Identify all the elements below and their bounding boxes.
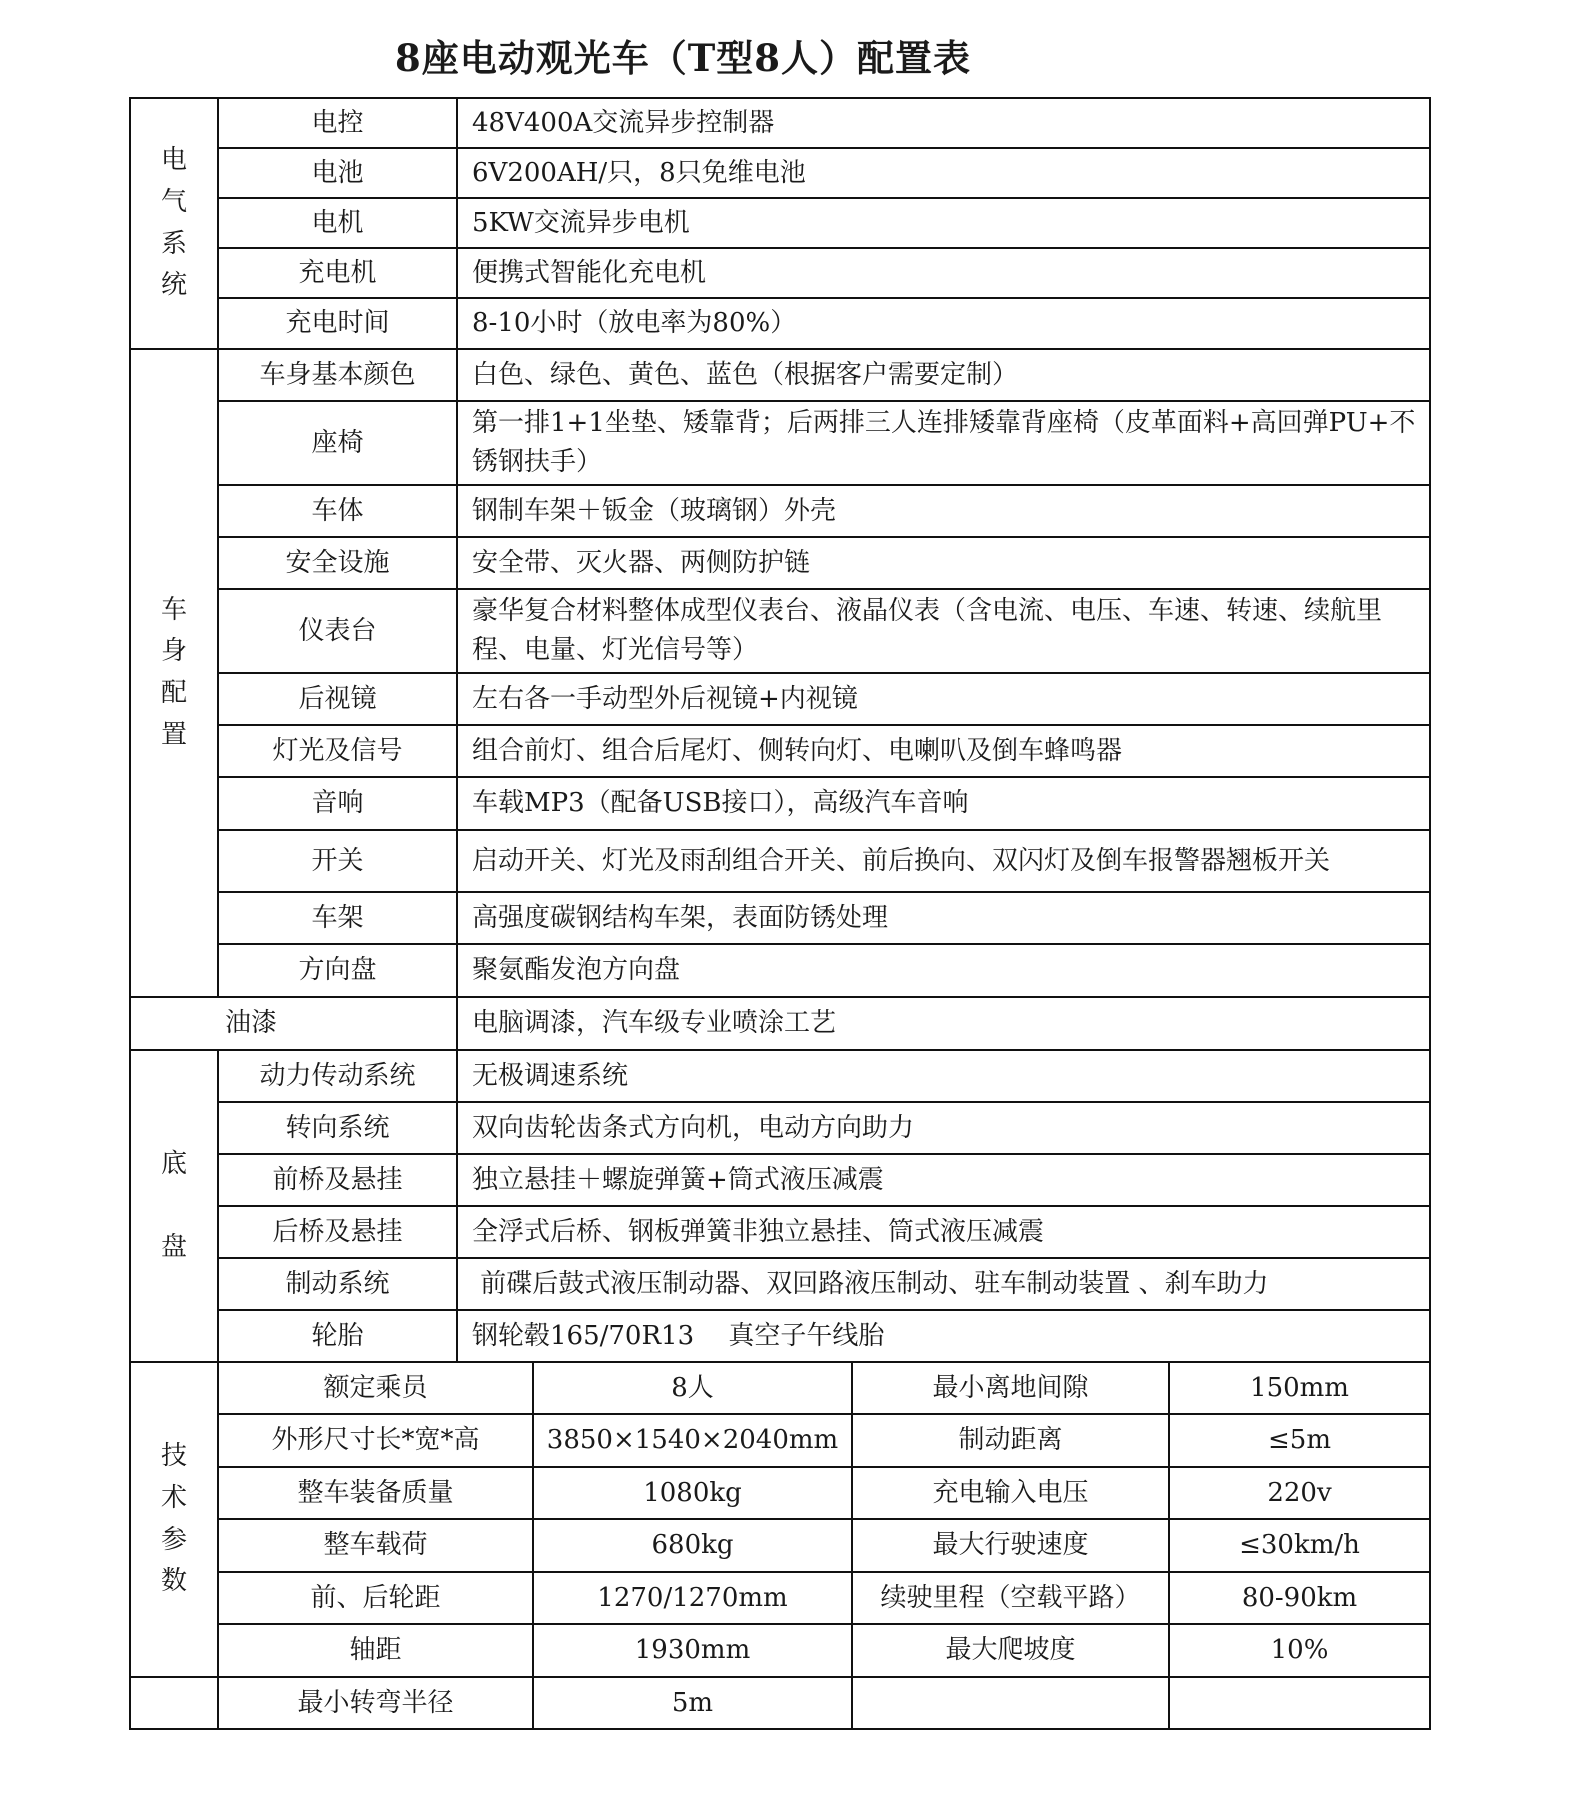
- table-row: [130, 1206, 1430, 1258]
- table-row: [130, 1102, 1430, 1154]
- param-value: 5m: [533, 1677, 852, 1729]
- param-value: 80-90km: [1169, 1572, 1430, 1624]
- table-row: [130, 198, 1430, 248]
- row-value: 组合前灯、组合后尾灯、侧转向灯、电喇叭及倒车蜂鸣器: [457, 725, 1430, 777]
- table-row: [130, 1414, 1430, 1467]
- param-value: 1080kg: [533, 1467, 852, 1519]
- param-value: 150mm: [1169, 1362, 1430, 1414]
- row-label: 方向盘: [218, 944, 457, 997]
- table-row: [130, 1362, 1430, 1414]
- table-row: [130, 830, 1430, 892]
- row-value: 无极调速系统: [457, 1050, 1430, 1102]
- row-label: 电控: [218, 98, 457, 148]
- table-row: [130, 248, 1430, 298]
- row-value: 便携式智能化充电机: [457, 248, 1430, 298]
- param-label: 制动距离: [852, 1414, 1169, 1467]
- row-value: 第一排1+1坐垫、矮靠背；后两排三人连排矮靠背座椅（皮革面料+高回弹PU+不锈钢扶手）: [457, 401, 1430, 485]
- row-label: 制动系统: [218, 1258, 457, 1310]
- param-label: 最大行驶速度: [852, 1519, 1169, 1572]
- table-row: [130, 1050, 1430, 1102]
- param-label: 轴距: [218, 1624, 533, 1677]
- param-label: 整车装备质量: [218, 1467, 533, 1519]
- row-label: 后视镜: [218, 673, 457, 725]
- row-value: 6V200AH/只，8只免维电池: [457, 148, 1430, 198]
- row-value: 启动开关、灯光及雨刮组合开关、前后换向、双闪灯及倒车报警器翘板开关: [457, 830, 1430, 892]
- param-label: 前、后轮距: [218, 1572, 533, 1624]
- param-value: 680kg: [533, 1519, 852, 1572]
- row-value: 钢轮毂165/70R13 真空子午线胎: [457, 1310, 1430, 1362]
- param-value: 220v: [1169, 1467, 1430, 1519]
- table-row: [130, 1624, 1430, 1677]
- param-value: [1169, 1677, 1430, 1729]
- table-row: [130, 401, 1430, 485]
- table-row: [130, 1677, 1430, 1729]
- row-label: 充电机: [218, 248, 457, 298]
- table-row: [130, 485, 1430, 537]
- row-value: 8-10小时（放电率为80%）: [457, 298, 1430, 349]
- table-row: [130, 589, 1430, 673]
- table-row: [130, 98, 1430, 148]
- table-row: [130, 1572, 1430, 1624]
- table-row: [130, 997, 1430, 1050]
- row-value: 48V400A交流异步控制器: [457, 98, 1430, 148]
- table-row: [130, 537, 1430, 589]
- param-value: ≤30km/h: [1169, 1519, 1430, 1572]
- table-row: [130, 1258, 1430, 1310]
- row-value: 钢制车架＋钣金（玻璃钢）外壳: [457, 485, 1430, 537]
- row-label: 车架: [218, 892, 457, 944]
- table-row: [130, 725, 1430, 777]
- row-value: 高强度碳钢结构车架，表面防锈处理: [457, 892, 1430, 944]
- row-label: 电池: [218, 148, 457, 198]
- row-label: 油漆: [130, 997, 457, 1050]
- row-label: 前桥及悬挂: [218, 1154, 457, 1206]
- param-label: 最大爬坡度: [852, 1624, 1169, 1677]
- row-value: 车载MP3（配备USB接口），高级汽车音响: [457, 777, 1430, 830]
- row-value: 全浮式后桥、钢板弹簧非独立悬挂、筒式液压减震: [457, 1206, 1430, 1258]
- row-label: 音响: [218, 777, 457, 830]
- table-row: [130, 777, 1430, 830]
- row-label: 转向系统: [218, 1102, 457, 1154]
- row-label: 开关: [218, 830, 457, 892]
- row-label: 轮胎: [218, 1310, 457, 1362]
- row-value: 聚氨酯发泡方向盘: [457, 944, 1430, 997]
- row-label: 电机: [218, 198, 457, 248]
- table-row: [130, 298, 1430, 349]
- table-row: [130, 1310, 1430, 1362]
- param-label: 整车载荷: [218, 1519, 533, 1572]
- row-label: 座椅: [218, 401, 457, 485]
- category-chassis: 底 盘: [130, 1050, 218, 1362]
- param-label: 充电输入电压: [852, 1467, 1169, 1519]
- row-value: 白色、绿色、黄色、蓝色（根据客户需要定制）: [457, 349, 1430, 401]
- param-label: 续驶里程（空载平路）: [852, 1572, 1169, 1624]
- param-value: 10%: [1169, 1624, 1430, 1677]
- row-value: 安全带、灭火器、两侧防护链: [457, 537, 1430, 589]
- row-value: 前碟后鼓式液压制动器、双回路液压制动、驻车制动装置 、刹车助力: [457, 1258, 1430, 1310]
- param-label: [852, 1677, 1169, 1729]
- param-label: 额定乘员: [218, 1362, 533, 1414]
- category-body: 车 身 配 置: [130, 349, 218, 997]
- table-row: [130, 1467, 1430, 1519]
- category-empty: [130, 1677, 218, 1729]
- table-row: [130, 148, 1430, 198]
- param-value: 3850×1540×2040mm: [533, 1414, 852, 1467]
- table-row: [130, 349, 1430, 401]
- row-value: 电脑调漆，汽车级专业喷涂工艺: [457, 997, 1430, 1050]
- row-value: 豪华复合材料整体成型仪表台、液晶仪表（含电流、电压、车速、转速、续航里程、电量、灯光信号等）: [457, 589, 1430, 673]
- row-label: 后桥及悬挂: [218, 1206, 457, 1258]
- row-value: 5KW交流异步电机: [457, 198, 1430, 248]
- param-label: 最小转弯半径: [218, 1677, 533, 1729]
- row-label: 安全设施: [218, 537, 457, 589]
- param-value: 8人: [533, 1362, 852, 1414]
- row-label: 动力传动系统: [218, 1050, 457, 1102]
- row-label: 灯光及信号: [218, 725, 457, 777]
- table-row: [130, 1519, 1430, 1572]
- config-table: [129, 97, 1431, 1730]
- param-label: 最小离地间隙: [852, 1362, 1169, 1414]
- table-row: [130, 1154, 1430, 1206]
- param-value: ≤5m: [1169, 1414, 1430, 1467]
- category-electrical: 电 气 系 统: [130, 98, 218, 349]
- table-row: [130, 673, 1430, 725]
- row-label: 充电时间: [218, 298, 457, 349]
- page-title: 8座电动观光车（T型8人）配置表: [395, 36, 972, 80]
- row-label: 仪表台: [218, 589, 457, 673]
- table-row: [130, 944, 1430, 997]
- param-label: 外形尺寸长*宽*高: [218, 1414, 533, 1467]
- table-row: [130, 892, 1430, 944]
- param-value: 1270/1270mm: [533, 1572, 852, 1624]
- row-value: 左右各一手动型外后视镜+内视镜: [457, 673, 1430, 725]
- row-label: 车体: [218, 485, 457, 537]
- row-label: 车身基本颜色: [218, 349, 457, 401]
- row-value: 双向齿轮齿条式方向机，电动方向助力: [457, 1102, 1430, 1154]
- row-value: 独立悬挂＋螺旋弹簧+筒式液压减震: [457, 1154, 1430, 1206]
- category-tech: 技 术 参 数: [130, 1362, 218, 1677]
- param-value: 1930mm: [533, 1624, 852, 1677]
